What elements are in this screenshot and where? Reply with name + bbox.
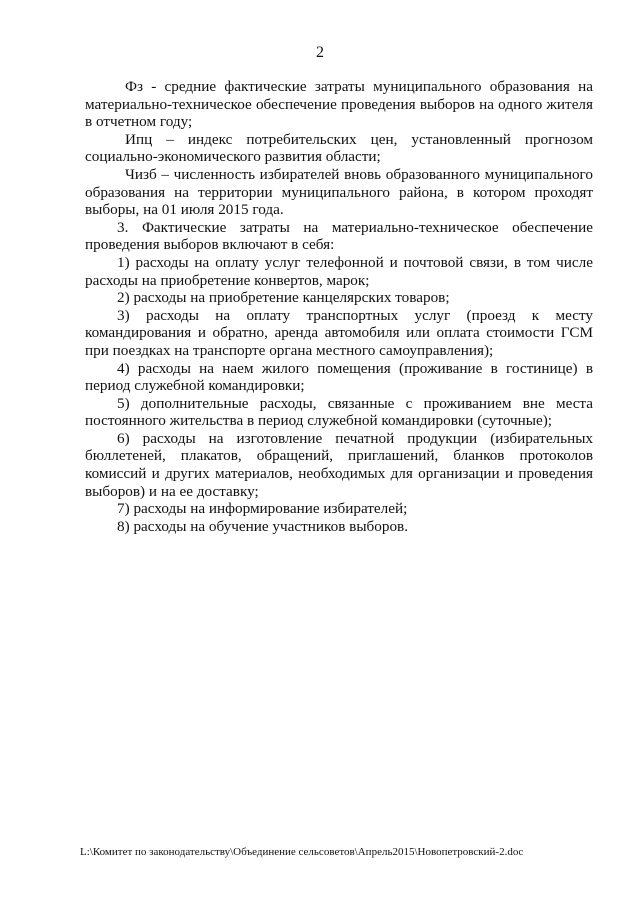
footer-file-path: L:\Комитет по законодательству\Объединение сельсоветов\Апрель2015\Новопетровский-2.doc: [80, 846, 524, 858]
list-item-3: 3) расходы на оплату транспортных услуг (проезд к месту командирования и обратно, аренда автомобиля или оплата стоимости ГСМ при поездках на транспорте органа местного самоуправления);: [85, 306, 593, 359]
list-item-1: 1) расходы на оплату услуг телефонной и почтовой связи, в том числе расходы на приобретение конвертов, марок;: [85, 253, 593, 289]
paragraph-ipc-definition: Ипц – индекс потребительских цен, установленный прогнозом социально-экономического развития области;: [85, 130, 593, 166]
page-number: 2: [316, 44, 324, 61]
paragraph-chizb-definition: Чизб – численность избирателей вновь образованного муниципального образования на территории муниципального района, в котором проходят выборы, на 01 июля 2015 года.: [85, 165, 593, 219]
paragraph-section-3-intro: 3. Фактические затраты на материально-техническое обеспечение проведения выборов включают в себя:: [85, 218, 593, 254]
list-item-6: 6) расходы на изготовление печатной продукции (избирательных бюллетеней, плакатов, обращений, приглашений, бланков протоколов комиссий и других материалов, необходимых для организации и проведения выборов) и на ее доставку;: [85, 429, 593, 500]
list-item-8: 8) расходы на обучение участников выборов.: [117, 517, 409, 535]
list-item-7: 7) расходы на информирование избирателей;: [117, 500, 408, 518]
document-body: [85, 78, 593, 535]
paragraph-fz-definition: Фз - средние фактические затраты муниципального образования на материально-техническое обеспечение проведения выборов на одного жителя в отчетном году;: [85, 78, 593, 131]
list-item-2: 2) расходы на приобретение канцелярских товаров;: [117, 289, 450, 307]
list-item-5: 5) дополнительные расходы, связанные с проживанием вне места постоянного жительства в период служебной командировки (суточные);: [85, 394, 593, 430]
list-item-4: 4) расходы на наем жилого помещения (проживание в гостинице) в период служебной командировки;: [85, 359, 593, 395]
